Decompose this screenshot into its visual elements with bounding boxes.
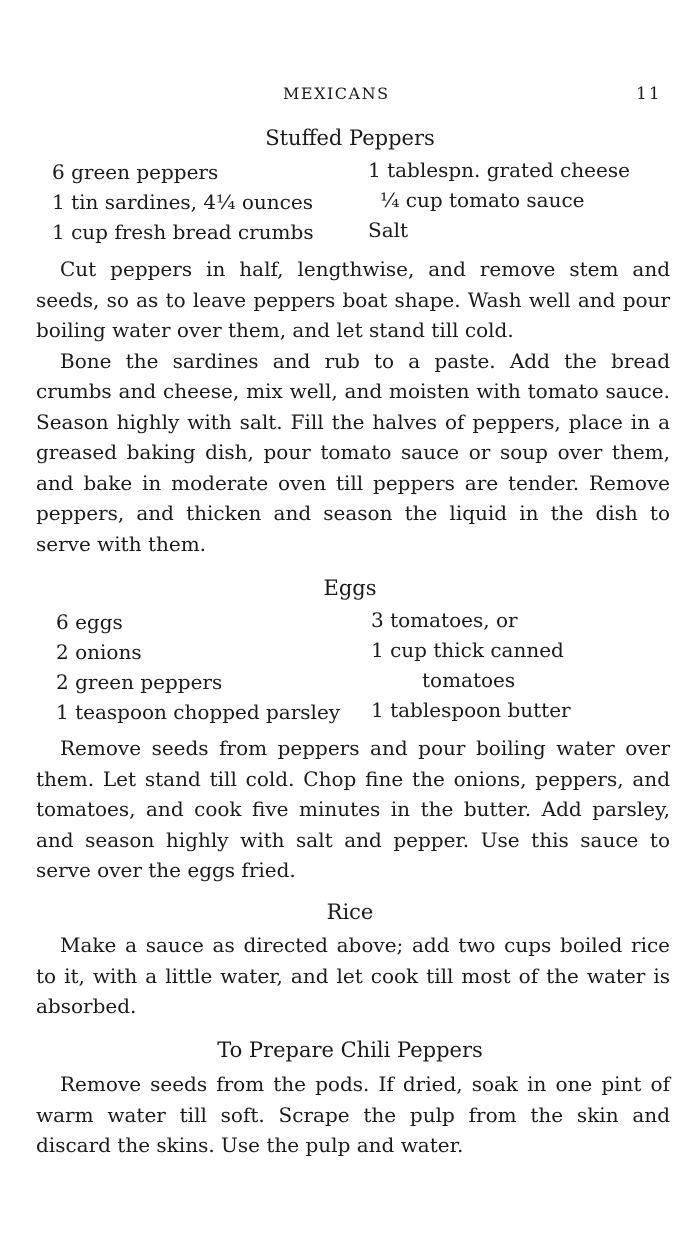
ingredient-line: 1 teaspoon chopped parsley (56, 700, 341, 724)
ingredient-line: Salt (368, 218, 409, 242)
running-header (0, 84, 700, 108)
ingredient-line: 1 cup fresh bread crumbs (52, 220, 314, 244)
ingredient-line: 1 tin sardines, 4¼ ounces (52, 190, 313, 214)
chili-peppers-title: To Prepare Chili Peppers (217, 1038, 483, 1062)
ingredient-line: 1 cup thick canned (371, 638, 564, 662)
eggs-title: Eggs (323, 576, 377, 600)
ingredient-line: 2 onions (56, 640, 142, 664)
ingredient-line: 6 green peppers (52, 160, 219, 184)
ingredient-line: 1 tablespn. grated cheese (368, 158, 630, 182)
running-header-title: MEXICANS (283, 84, 390, 103)
paragraph: Remove seeds from peppers and pour boiling water over them. Let stand till cold. Chop fine the onions, peppers, and tomatoes, and cook five minutes in the butter. Add parsley, and season highly with salt and pepper. Use this sauce to serve over the eggs fried. (36, 736, 670, 882)
page-number: 11 (636, 84, 662, 104)
ingredient-line: tomatoes (422, 668, 516, 692)
ingredient-line: ¼ cup tomato sauce (380, 188, 585, 212)
paragraph: Bone the sardines and rub to a paste. Add the bread crumbs and cheese, mix well, and moisten with tomato sauce. Season highly with salt. Fill the halves of peppers, place in a greased baking dish, pour tomato sauce or soup over them, and bake in moderate oven till peppers are tender. Remove peppers, and thicken and season the liquid in the dish to serve with them. (36, 348, 670, 556)
ingredient-line: 6 eggs (56, 610, 123, 634)
stuffed-peppers-instructions (36, 254, 670, 559)
paragraph: Cut peppers in half, lengthwise, and remove stem and seeds, so as to leave peppers boat shape. Wash well and pour boiling water over them, and let stand till cold. (36, 257, 670, 342)
rice-instructions (36, 930, 670, 1022)
chili-peppers-instructions (36, 1069, 670, 1161)
paragraph: Remove seeds from the pods. If dried, soak in one pint of warm water till soft. Scrape the pulp from the skin and discard the skins. Use the pulp and water. (36, 1072, 670, 1157)
paragraph: Make a sauce as directed above; add two cups boiled rice to it, with a little water, and let cook till most of the water is absorbed. (36, 933, 670, 1018)
eggs-instructions (36, 733, 670, 886)
ingredient-line: 3 tomatoes, or (371, 608, 518, 632)
stuffed-peppers-title: Stuffed Peppers (265, 126, 435, 150)
rice-title: Rice (326, 900, 374, 924)
ingredient-line: 1 tablespoon butter (371, 698, 571, 722)
ingredient-line: 2 green peppers (56, 670, 223, 694)
